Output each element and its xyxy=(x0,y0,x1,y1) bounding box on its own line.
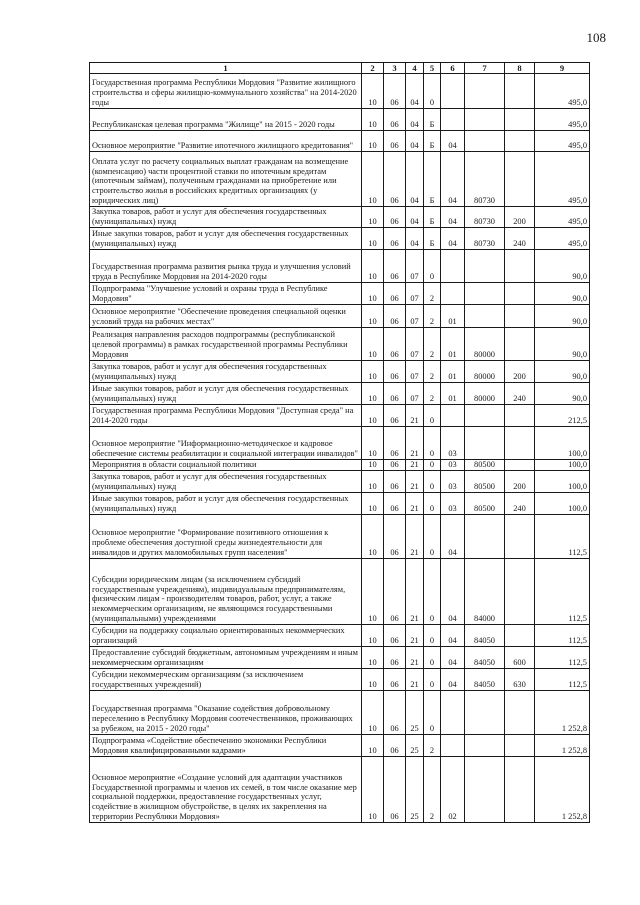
table-row xyxy=(90,131,590,152)
code-program: 04 xyxy=(406,131,424,152)
table-row xyxy=(90,493,590,515)
row-amount: 100,0 xyxy=(535,493,590,515)
code-subprogram: 0 xyxy=(424,74,441,109)
code-expense-type xyxy=(505,109,535,131)
row-name: Основное мероприятие "Формирование позитивного отношения к проблеме обеспечения доступной среды жизнедеятельности для инвалидов и других маломобильных групп населения" xyxy=(90,515,362,559)
row-name: Предоставление субсидий бюджетным, автономным учреждениям и иным некоммерческим организациям xyxy=(90,647,362,669)
table-row xyxy=(90,328,590,361)
code-subprogram: 2 xyxy=(424,361,441,383)
code-expense-type xyxy=(505,250,535,283)
code-program: 25 xyxy=(406,735,424,757)
code-event: 03 xyxy=(441,460,465,471)
code-expense-type: 200 xyxy=(505,207,535,228)
code-direction xyxy=(465,283,505,305)
row-name: Республиканская целевая программа "Жилище" на 2015 - 2020 годы xyxy=(90,109,362,131)
code-program: 04 xyxy=(406,109,424,131)
table-row xyxy=(90,735,590,757)
code-subprogram: 0 xyxy=(424,493,441,515)
code-event: 03 xyxy=(441,427,465,460)
code-expense-type xyxy=(505,625,535,647)
code-event: 02 xyxy=(441,757,465,823)
code-event: 04 xyxy=(441,131,465,152)
table-row xyxy=(90,405,590,427)
code-event xyxy=(441,691,465,735)
code-section: 10 xyxy=(362,305,384,328)
row-name: Субсидии юридическим лицам (за исключением субсидий государственным учреждениям), индивидуальным предпринимателям, физическим лицам - производителям товаров, работ, услуг, а также некоммерческим организациям, не являющимся государственными (муниципальными) учреждениями xyxy=(90,559,362,625)
column-header: 5 xyxy=(424,63,441,74)
code-program: 04 xyxy=(406,74,424,109)
code-program: 07 xyxy=(406,283,424,305)
row-name: Иные закупки товаров, работ и услуг для обеспечения государственных (муниципальных) нужд xyxy=(90,383,362,405)
code-subsection: 06 xyxy=(384,250,406,283)
code-event: 04 xyxy=(441,669,465,691)
code-event: 01 xyxy=(441,361,465,383)
code-expense-type: 600 xyxy=(505,647,535,669)
code-subsection: 06 xyxy=(384,152,406,207)
code-expense-type xyxy=(505,283,535,305)
row-amount: 495,0 xyxy=(535,152,590,207)
code-program: 21 xyxy=(406,460,424,471)
code-subsection: 06 xyxy=(384,515,406,559)
code-program: 25 xyxy=(406,757,424,823)
table-row xyxy=(90,669,590,691)
code-event: 04 xyxy=(441,647,465,669)
code-event: 01 xyxy=(441,383,465,405)
code-direction: 80500 xyxy=(465,493,505,515)
row-amount: 90,0 xyxy=(535,283,590,305)
code-section: 10 xyxy=(362,283,384,305)
code-program: 04 xyxy=(406,152,424,207)
row-amount: 90,0 xyxy=(535,361,590,383)
code-section: 10 xyxy=(362,691,384,735)
code-subprogram: 2 xyxy=(424,328,441,361)
code-subprogram: 0 xyxy=(424,427,441,460)
code-subsection: 06 xyxy=(384,361,406,383)
table-row xyxy=(90,515,590,559)
code-subsection: 06 xyxy=(384,405,406,427)
row-amount: 112,5 xyxy=(535,625,590,647)
row-amount: 112,5 xyxy=(535,559,590,625)
table-row xyxy=(90,250,590,283)
code-section: 10 xyxy=(362,152,384,207)
code-subprogram: 0 xyxy=(424,515,441,559)
code-subsection: 06 xyxy=(384,427,406,460)
table-row xyxy=(90,152,590,207)
code-expense-type xyxy=(505,305,535,328)
table-row xyxy=(90,383,590,405)
row-name: Закупка товаров, работ и услуг для обеспечения государственных (муниципальных) нужд xyxy=(90,361,362,383)
code-program: 21 xyxy=(406,405,424,427)
code-section: 10 xyxy=(362,74,384,109)
row-amount: 112,5 xyxy=(535,515,590,559)
code-direction xyxy=(465,515,505,559)
code-subsection: 06 xyxy=(384,493,406,515)
code-expense-type xyxy=(505,515,535,559)
code-event: 04 xyxy=(441,152,465,207)
code-subsection: 06 xyxy=(384,625,406,647)
column-header: 3 xyxy=(384,63,406,74)
column-header: 7 xyxy=(465,63,505,74)
code-expense-type xyxy=(505,152,535,207)
code-subprogram: 0 xyxy=(424,460,441,471)
row-amount: 100,0 xyxy=(535,471,590,493)
table-header-row xyxy=(90,63,590,74)
code-event: 04 xyxy=(441,625,465,647)
code-subsection: 06 xyxy=(384,131,406,152)
table-row xyxy=(90,361,590,383)
budget-table xyxy=(89,62,590,823)
code-event xyxy=(441,109,465,131)
code-section: 10 xyxy=(362,109,384,131)
code-expense-type xyxy=(505,460,535,471)
row-amount: 495,0 xyxy=(535,228,590,250)
code-direction xyxy=(465,74,505,109)
code-event: 03 xyxy=(441,471,465,493)
table-row xyxy=(90,691,590,735)
code-subprogram: 2 xyxy=(424,305,441,328)
code-subprogram: 0 xyxy=(424,691,441,735)
table-row xyxy=(90,207,590,228)
code-section: 10 xyxy=(362,228,384,250)
code-direction xyxy=(465,691,505,735)
code-event: 01 xyxy=(441,328,465,361)
code-section: 10 xyxy=(362,515,384,559)
column-header: 2 xyxy=(362,63,384,74)
code-program: 07 xyxy=(406,305,424,328)
row-name: Субсидии на поддержку социально ориентированных некоммерческих организаций xyxy=(90,625,362,647)
code-direction xyxy=(465,305,505,328)
code-event xyxy=(441,250,465,283)
row-amount: 1 252,8 xyxy=(535,735,590,757)
row-amount: 90,0 xyxy=(535,250,590,283)
code-program: 21 xyxy=(406,515,424,559)
code-subprogram: 0 xyxy=(424,625,441,647)
code-direction: 80500 xyxy=(465,460,505,471)
table-row xyxy=(90,460,590,471)
code-subprogram: 2 xyxy=(424,383,441,405)
code-direction: 80730 xyxy=(465,228,505,250)
column-header: 8 xyxy=(505,63,535,74)
code-section: 10 xyxy=(362,405,384,427)
row-amount: 495,0 xyxy=(535,74,590,109)
row-amount: 495,0 xyxy=(535,109,590,131)
code-expense-type: 240 xyxy=(505,383,535,405)
code-direction: 80000 xyxy=(465,328,505,361)
code-direction: 80000 xyxy=(465,361,505,383)
code-program: 07 xyxy=(406,361,424,383)
code-direction xyxy=(465,735,505,757)
code-expense-type: 240 xyxy=(505,493,535,515)
row-name: Основное мероприятие "Развитие ипотечного жилищного кредитования" xyxy=(90,131,362,152)
row-amount: 90,0 xyxy=(535,305,590,328)
row-name: Реализация направления расходов подпрограммы (республиканской целевой программы) в рамках государственной программы Республики Мордовия xyxy=(90,328,362,361)
code-subprogram: 0 xyxy=(424,405,441,427)
row-amount: 100,0 xyxy=(535,460,590,471)
code-subprogram: Б xyxy=(424,228,441,250)
code-event xyxy=(441,405,465,427)
code-direction xyxy=(465,109,505,131)
row-name: Оплата услуг по расчету социальных выплат гражданам на возмещение (компенсацию) части процентной ставки по ипотечным кредитам (ипотечным займам), полученным гражданами на приобретение или строительство жилья в российских кредитных организациях (у юридических лиц) xyxy=(90,152,362,207)
code-program: 21 xyxy=(406,427,424,460)
row-name: Мероприятия в области социальной политики xyxy=(90,460,362,471)
code-subsection: 06 xyxy=(384,109,406,131)
table-row xyxy=(90,109,590,131)
code-direction: 84000 xyxy=(465,559,505,625)
table-row xyxy=(90,427,590,460)
code-section: 10 xyxy=(362,559,384,625)
code-section: 10 xyxy=(362,207,384,228)
row-name: Иные закупки товаров, работ и услуг для обеспечения государственных (муниципальных) нужд xyxy=(90,493,362,515)
code-subsection: 06 xyxy=(384,471,406,493)
code-subprogram: 0 xyxy=(424,471,441,493)
row-name: Субсидии некоммерческим организациям (за исключением государственных учреждений) xyxy=(90,669,362,691)
code-event: 04 xyxy=(441,515,465,559)
code-subprogram: 0 xyxy=(424,250,441,283)
row-name: Закупка товаров, работ и услуг для обеспечения государственных (муниципальных) нужд xyxy=(90,471,362,493)
code-direction: 84050 xyxy=(465,669,505,691)
row-amount: 112,5 xyxy=(535,669,590,691)
row-name: Подпрограмма «Содействие обеспечению экономики Республики Мордовия квалифицированными кадрами» xyxy=(90,735,362,757)
code-expense-type xyxy=(505,131,535,152)
code-program: 07 xyxy=(406,328,424,361)
code-direction: 84050 xyxy=(465,625,505,647)
table-row xyxy=(90,74,590,109)
code-program: 25 xyxy=(406,691,424,735)
code-event: 03 xyxy=(441,493,465,515)
table-row xyxy=(90,625,590,647)
code-expense-type: 240 xyxy=(505,228,535,250)
code-subsection: 06 xyxy=(384,757,406,823)
code-subprogram: Б xyxy=(424,109,441,131)
code-subsection: 06 xyxy=(384,283,406,305)
table-row xyxy=(90,471,590,493)
code-expense-type xyxy=(505,405,535,427)
code-section: 10 xyxy=(362,669,384,691)
table-row xyxy=(90,559,590,625)
table-row xyxy=(90,283,590,305)
code-subsection: 06 xyxy=(384,228,406,250)
code-section: 10 xyxy=(362,471,384,493)
code-direction: 84050 xyxy=(465,647,505,669)
row-name: Иные закупки товаров, работ и услуг для обеспечения государственных (муниципальных) нужд xyxy=(90,228,362,250)
code-subprogram: Б xyxy=(424,131,441,152)
code-section: 10 xyxy=(362,647,384,669)
code-subprogram: 2 xyxy=(424,757,441,823)
code-program: 21 xyxy=(406,669,424,691)
code-program: 07 xyxy=(406,383,424,405)
table-row xyxy=(90,757,590,823)
code-event: 01 xyxy=(441,305,465,328)
code-program: 04 xyxy=(406,228,424,250)
code-section: 10 xyxy=(362,328,384,361)
code-event: 04 xyxy=(441,559,465,625)
code-direction: 80730 xyxy=(465,207,505,228)
code-program: 21 xyxy=(406,625,424,647)
code-subprogram: 0 xyxy=(424,559,441,625)
code-expense-type xyxy=(505,427,535,460)
row-amount: 1 252,8 xyxy=(535,757,590,823)
table-row xyxy=(90,647,590,669)
code-expense-type: 200 xyxy=(505,361,535,383)
code-event: 04 xyxy=(441,228,465,250)
code-expense-type xyxy=(505,74,535,109)
code-program: 07 xyxy=(406,250,424,283)
code-subprogram: 0 xyxy=(424,669,441,691)
code-section: 10 xyxy=(362,131,384,152)
code-program: 04 xyxy=(406,207,424,228)
code-expense-type xyxy=(505,757,535,823)
row-amount: 212,5 xyxy=(535,405,590,427)
code-event xyxy=(441,735,465,757)
code-direction: 80500 xyxy=(465,471,505,493)
row-name: Подпрограмма "Улучшение условий и охраны труда в Республике Мордовия" xyxy=(90,283,362,305)
code-subsection: 06 xyxy=(384,328,406,361)
code-subsection: 06 xyxy=(384,74,406,109)
code-expense-type xyxy=(505,559,535,625)
code-section: 10 xyxy=(362,493,384,515)
row-name: Основное мероприятие "Обеспечение проведения специальной оценки условий труда на рабочих местах" xyxy=(90,305,362,328)
column-header: 9 xyxy=(535,63,590,74)
code-event xyxy=(441,74,465,109)
code-section: 10 xyxy=(362,427,384,460)
code-subsection: 06 xyxy=(384,669,406,691)
code-subprogram: 2 xyxy=(424,283,441,305)
code-program: 21 xyxy=(406,493,424,515)
code-subsection: 06 xyxy=(384,383,406,405)
code-subsection: 06 xyxy=(384,691,406,735)
row-name: Закупка товаров, работ и услуг для обеспечения государственных (муниципальных) нужд xyxy=(90,207,362,228)
row-name: Государственная программа Республики Мордовия "Доступная среда" на 2014-2020 годы xyxy=(90,405,362,427)
code-subprogram: 0 xyxy=(424,647,441,669)
code-expense-type: 630 xyxy=(505,669,535,691)
code-direction: 80730 xyxy=(465,152,505,207)
row-amount: 90,0 xyxy=(535,383,590,405)
table-body xyxy=(90,74,590,823)
code-program: 21 xyxy=(406,471,424,493)
code-direction xyxy=(465,405,505,427)
code-direction xyxy=(465,131,505,152)
table-row xyxy=(90,228,590,250)
code-program: 21 xyxy=(406,647,424,669)
code-expense-type: 200 xyxy=(505,471,535,493)
code-direction: 80000 xyxy=(465,383,505,405)
code-event xyxy=(441,283,465,305)
column-header: 4 xyxy=(406,63,424,74)
code-section: 10 xyxy=(362,460,384,471)
code-expense-type xyxy=(505,328,535,361)
code-subsection: 06 xyxy=(384,460,406,471)
column-header: 1 xyxy=(90,63,362,74)
code-program: 21 xyxy=(406,559,424,625)
code-subprogram: 2 xyxy=(424,735,441,757)
row-name: Государственная программа развития рынка труда и улучшения условий труда в Республике Мордовия на 2014-2020 годы xyxy=(90,250,362,283)
code-event: 04 xyxy=(441,207,465,228)
code-subsection: 06 xyxy=(384,305,406,328)
code-subsection: 06 xyxy=(384,647,406,669)
code-direction xyxy=(465,250,505,283)
code-section: 10 xyxy=(362,735,384,757)
code-direction xyxy=(465,757,505,823)
code-subsection: 06 xyxy=(384,207,406,228)
column-header: 6 xyxy=(441,63,465,74)
code-subprogram: Б xyxy=(424,152,441,207)
table-row xyxy=(90,305,590,328)
code-subprogram: Б xyxy=(424,207,441,228)
row-amount: 100,0 xyxy=(535,427,590,460)
code-expense-type xyxy=(505,735,535,757)
code-subsection: 06 xyxy=(384,559,406,625)
code-section: 10 xyxy=(362,250,384,283)
row-name: Основное мероприятие "Информационно-методическое и кадровое обеспечение системы реабилитации и социальной интеграции инвалидов" xyxy=(90,427,362,460)
page-number: 108 xyxy=(586,30,606,45)
code-section: 10 xyxy=(362,757,384,823)
row-name: Основное мероприятие «Создание условий для адаптации участников Государственной программы и членов их семей, в том числе оказание мер социальной поддержки, предоставление государственных услуг, содействие в жилищном обустройстве, в целях их закрепления на территории Республики Мордовия» xyxy=(90,757,362,823)
row-name: Государственная программа Республики Мордовия "Развитие жилищного строительства и сферы жилищно-коммунального хозяйства" на 2014-2020 годы xyxy=(90,74,362,109)
code-direction xyxy=(465,427,505,460)
code-expense-type xyxy=(505,691,535,735)
code-section: 10 xyxy=(362,361,384,383)
row-amount: 495,0 xyxy=(535,207,590,228)
code-subsection: 06 xyxy=(384,735,406,757)
code-section: 10 xyxy=(362,625,384,647)
row-amount: 1 252,8 xyxy=(535,691,590,735)
row-amount: 495,0 xyxy=(535,131,590,152)
code-section: 10 xyxy=(362,383,384,405)
row-amount: 112,5 xyxy=(535,647,590,669)
row-name: Государственная программа "Оказание содействия добровольному переселению в Республику Мордовия соотечественников, проживающих за рубежом, на 2015 - 2020 годы" xyxy=(90,691,362,735)
row-amount: 90,0 xyxy=(535,328,590,361)
